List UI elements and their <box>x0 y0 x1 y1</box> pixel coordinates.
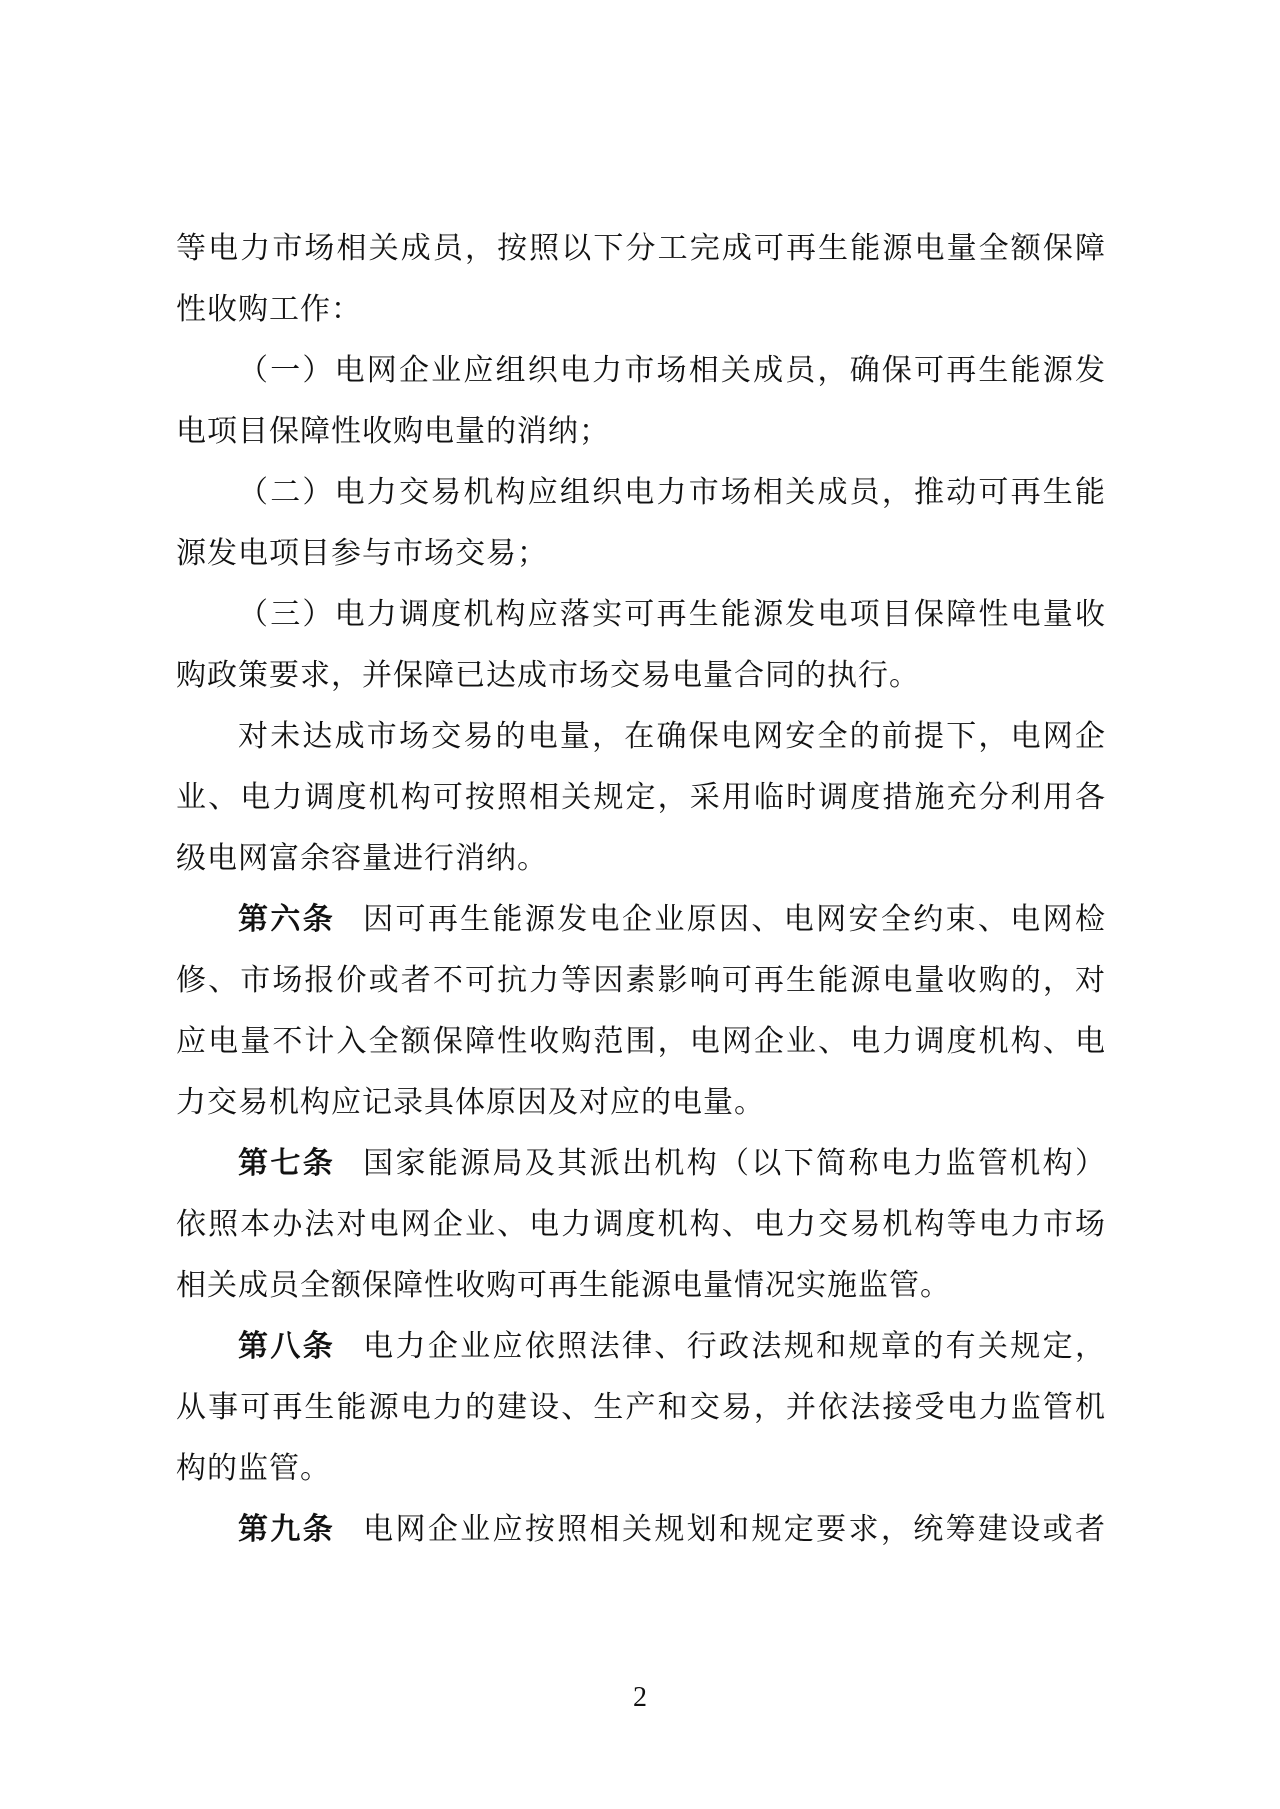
text-line <box>176 1499 1106 1560</box>
text-line <box>176 1316 1106 1377</box>
text-line: 力交易机构应记录具体原因及对应的电量。 <box>176 1085 765 1120</box>
page-number: 2 <box>633 1682 647 1713</box>
article-heading: 第七条 <box>238 1146 336 1181</box>
text-line: （二）电力交易机构应组织电力市场相关成员，推动可再生能 <box>238 475 1106 510</box>
text-line: （一）电网企业应组织电力市场相关成员，确保可再生能源发 <box>238 353 1106 388</box>
paragraph <box>176 462 1106 584</box>
text-line: 性收购工作： <box>176 292 362 327</box>
text-line <box>176 889 1106 950</box>
paragraph <box>176 584 1106 706</box>
text-line: 对未达成市场交易的电量，在确保电网安全的前提下，电网企 <box>238 719 1106 754</box>
article-6 <box>176 889 1106 1133</box>
text-line: 修、市场报价或者不可抗力等因素影响可再生能源电量收购的，对 <box>176 963 1106 998</box>
document-body <box>176 218 1106 1560</box>
article-9 <box>176 1499 1106 1560</box>
article-text: 电力企业应依照法律、行政法规和规章的有关规定， <box>363 1329 1106 1364</box>
text-line: 等电力市场相关成员，按照以下分工完成可再生能源电量全额保障 <box>176 231 1106 266</box>
text-line: 电项目保障性收购电量的消纳； <box>176 414 610 449</box>
text-line: 依照本办法对电网企业、电力调度机构、电力交易机构等电力市场 <box>176 1207 1106 1242</box>
paragraph <box>176 706 1106 889</box>
text-line: （三）电力调度机构应落实可再生能源发电项目保障性电量收 <box>238 597 1106 632</box>
article-heading: 第八条 <box>238 1329 336 1364</box>
article-8 <box>176 1316 1106 1499</box>
text-line: 应电量不计入全额保障性收购范围，电网企业、电力调度机构、电 <box>176 1024 1106 1059</box>
text-line: 源发电项目参与市场交易； <box>176 536 548 571</box>
text-line: 相关成员全额保障性收购可再生能源电量情况实施监管。 <box>176 1268 951 1303</box>
article-heading: 第六条 <box>238 902 336 937</box>
article-text: 因可再生能源发电企业原因、电网安全约束、电网检 <box>363 902 1106 937</box>
text-line: 构的监管。 <box>176 1451 331 1486</box>
paragraph <box>176 218 1106 340</box>
article-text: 电网企业应按照相关规划和规定要求，统筹建设或者 <box>363 1512 1106 1547</box>
article-text: 国家能源局及其派出机构（以下简称电力监管机构） <box>363 1146 1106 1181</box>
text-line: 购政策要求，并保障已达成市场交易电量合同的执行。 <box>176 658 920 693</box>
article-heading: 第九条 <box>238 1512 336 1547</box>
text-line: 业、电力调度机构可按照相关规定，采用临时调度措施充分利用各 <box>176 780 1106 815</box>
article-7 <box>176 1133 1106 1316</box>
text-line: 从事可再生能源电力的建设、生产和交易，并依法接受电力监管机 <box>176 1390 1106 1425</box>
text-line <box>176 1133 1106 1194</box>
paragraph <box>176 340 1106 462</box>
text-line: 级电网富余容量进行消纳。 <box>176 841 548 876</box>
